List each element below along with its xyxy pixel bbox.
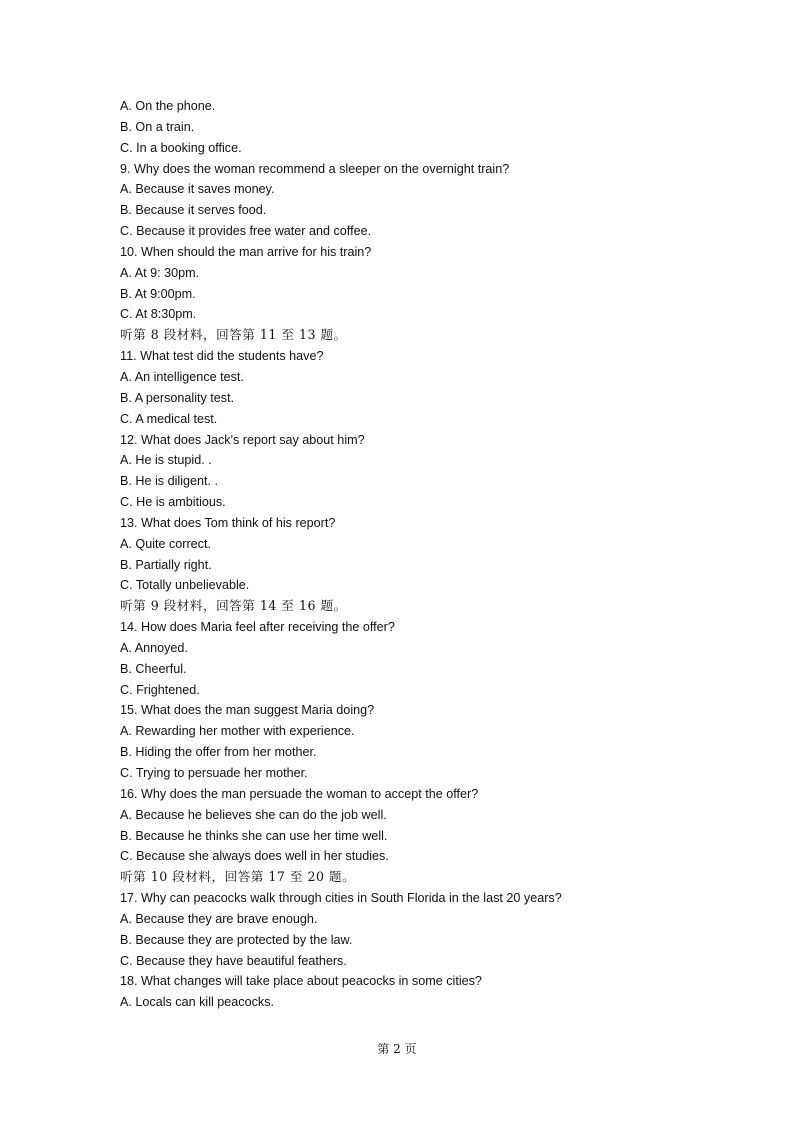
question-line: 17. Why can peacocks walk through cities in South Florida in the last 20 years? [120, 891, 562, 906]
option-line: B. Because they are protected by the law. [120, 932, 353, 947]
question-line: 15. What does the man suggest Maria doing? [120, 703, 375, 718]
option-line: C. Trying to persuade her mother. [120, 766, 308, 780]
question-line: 16. Why does the man persuade the woman to accept the offer? [120, 786, 479, 801]
page-number: 第 2 页 [377, 1042, 417, 1056]
option-line: C. Frightened. [120, 682, 200, 697]
option-line: A. Because they are brave enough. [120, 911, 318, 926]
option-line: B. Because he thinks she can use her time well. [120, 828, 388, 843]
option-line: A. Annoyed. [120, 640, 188, 655]
section-instruction: 听第 8 段材料，回答第 11 至 13 题。 [120, 327, 347, 343]
option-line: B. On a train. [120, 119, 195, 134]
option-line: A. Because it saves money. [120, 182, 275, 197]
option-line: A. On the phone. [120, 99, 216, 113]
question-line: 12. What does Jack's report say about him? [120, 432, 365, 447]
option-line: A. Because he believes she can do the job well. [120, 807, 387, 822]
option-line: A. He is stupid. . [120, 453, 212, 468]
option-line: B. Partially right. [120, 557, 212, 572]
section-instruction: 听第 10 段材料，回答第 17 至 20 题。 [120, 869, 356, 885]
option-line: B. He is diligent. . [120, 474, 218, 489]
question-line: 14. How does Maria feel after receiving the offer? [120, 620, 395, 635]
section-instruction: 听第 9 段材料，回答第 14 至 16 题。 [120, 598, 347, 614]
option-line: A. An intelligence test. [120, 369, 244, 384]
question-list [120, 96, 740, 1013]
question-line: 13. What does Tom think of his report? [120, 515, 336, 530]
option-line: A. Locals can kill peacocks. [120, 995, 274, 1010]
option-line: A. Quite correct. [120, 536, 211, 551]
option-line: C. A medical test. [120, 411, 218, 426]
question-line: 18. What changes will take place about peacocks in some cities? [120, 974, 482, 989]
option-line: C. Because it provides free water and coffee. [120, 224, 372, 239]
option-line: A. Rewarding her mother with experience. [120, 724, 355, 739]
question-line: 11. What test did the students have? [120, 349, 324, 364]
option-line: B. At 9:00pm. [120, 286, 196, 301]
option-line: C. Totally unbelievable. [120, 578, 250, 593]
option-line: A. At 9: 30pm. [120, 265, 200, 280]
question-line: 9. Why does the woman recommend a sleeper on the overnight train? [120, 161, 510, 176]
option-line: B. Cheerful. [120, 661, 187, 676]
option-line: B. Because it serves food. [120, 203, 267, 218]
option-line: C. Because she always does well in her studies. [120, 849, 389, 864]
option-line: C. He is ambitious. [120, 495, 226, 510]
option-line: C. In a booking office. [120, 140, 242, 155]
question-line: 10. When should the man arrive for his train? [120, 244, 372, 259]
option-line: B. Hiding the offer from her mother. [120, 745, 317, 760]
option-line: C. At 8:30pm. [120, 307, 197, 322]
option-line: B. A personality test. [120, 390, 235, 405]
option-line: C. Because they have beautiful feathers. [120, 953, 347, 968]
